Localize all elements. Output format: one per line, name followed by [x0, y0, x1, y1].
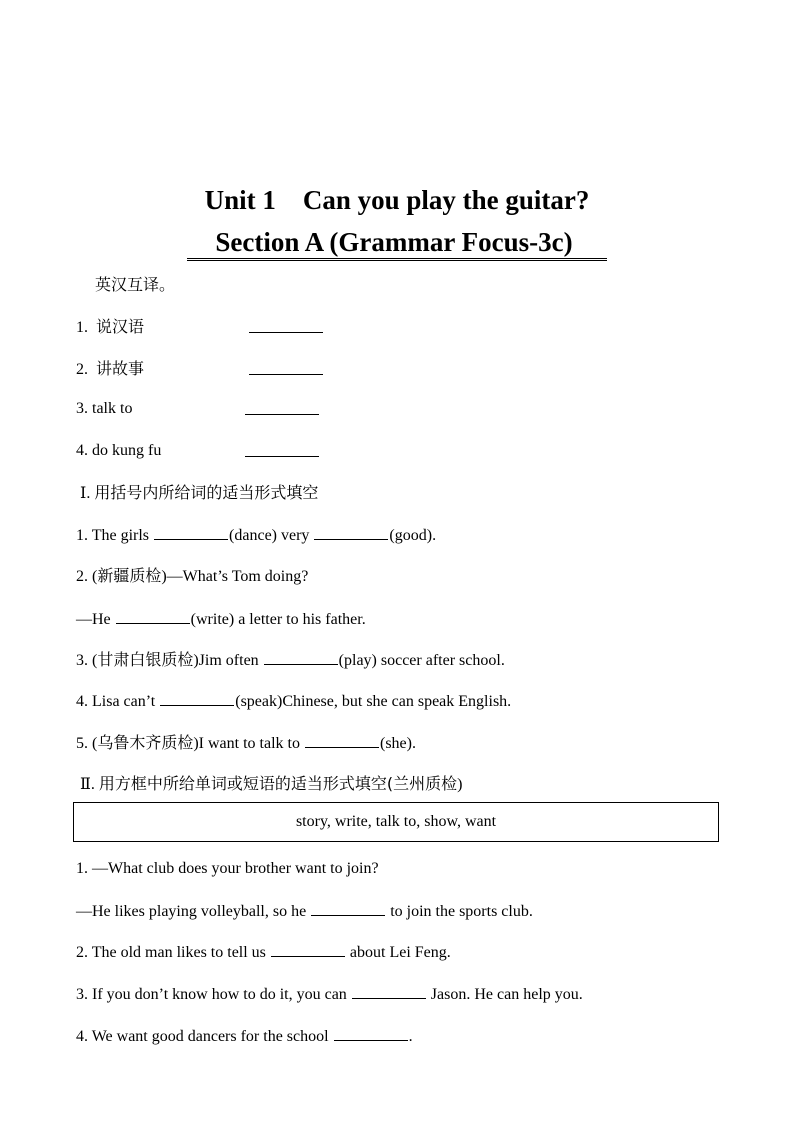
- answer-blank[interactable]: [314, 523, 388, 540]
- word-box: story, write, talk to, show, want: [73, 802, 719, 842]
- vocab-num: 3.: [76, 400, 88, 417]
- answer-blank[interactable]: [311, 899, 385, 916]
- vocab-blank-3[interactable]: [245, 398, 319, 415]
- part2-source: 兰州质检: [393, 774, 458, 793]
- vocab-text: talk to: [92, 400, 133, 417]
- vocab-text: do kung fu: [92, 442, 162, 459]
- q-text: 4. We want good dancers for the school: [76, 1028, 333, 1045]
- q-text: —He likes playing volleyball, so he: [76, 903, 311, 920]
- part1-question-2-answer: [76, 607, 366, 631]
- part2-question-1-answer: [76, 899, 533, 923]
- q-text: )Jim often: [193, 652, 263, 669]
- q-text: to join the sports club.: [386, 903, 533, 920]
- part1-question-1: [76, 523, 436, 547]
- q-text: Jason. He can help you.: [426, 986, 583, 1003]
- part2-question-1: 1. —What club does your brother want to join?: [76, 860, 379, 877]
- q-text: )I want to talk to: [193, 735, 304, 752]
- vocab-num: 4.: [76, 442, 88, 459]
- part2-question-3: [76, 982, 583, 1006]
- answer-blank[interactable]: [334, 1024, 408, 1041]
- q-text: 3. If you don’t know how to do it, you can: [76, 986, 351, 1003]
- vocab-item-2: [76, 358, 144, 381]
- q-text: (speak)Chinese, but she can speak English.: [235, 693, 512, 710]
- part1-question-2: [76, 565, 308, 588]
- answer-blank[interactable]: [271, 940, 345, 957]
- q-text: 1. The girls: [76, 527, 154, 544]
- part1-heading: [80, 482, 318, 505]
- vocab-num: 2.: [76, 361, 88, 378]
- vocab-blank-4[interactable]: [245, 440, 319, 457]
- vocab-item-3: [76, 398, 132, 420]
- part2-numeral: Ⅱ.: [80, 776, 95, 793]
- q-text: .: [408, 1028, 413, 1045]
- vocab-blank-2[interactable]: [249, 358, 323, 375]
- answer-blank[interactable]: [264, 648, 338, 665]
- answer-blank[interactable]: [160, 689, 234, 706]
- q-text: (write) a letter to his father.: [190, 611, 366, 628]
- vocab-heading: 英汉互译。: [95, 275, 176, 294]
- vocab-text: 讲故事: [96, 359, 145, 378]
- q-text: 3. (: [76, 652, 98, 669]
- section-title: Section A (Grammar Focus-3c): [187, 226, 606, 261]
- q-text: —He: [76, 611, 115, 628]
- part2-heading: [80, 773, 462, 796]
- part2-instruction: 用方框中所给单词或短语的适当形式填空(: [98, 774, 394, 793]
- answer-blank[interactable]: [116, 607, 190, 624]
- q-text: (good).: [389, 527, 437, 544]
- q-text: about Lei Feng.: [345, 944, 451, 961]
- q-text: )—What’s Tom doing?: [161, 568, 309, 585]
- vocab-text: 说汉语: [96, 317, 145, 336]
- part2-question-2: [76, 940, 451, 964]
- q-text: (play) soccer after school.: [338, 652, 505, 669]
- part1-question-5: [76, 731, 416, 755]
- answer-blank[interactable]: [305, 731, 379, 748]
- q-text: (she).: [379, 735, 416, 752]
- part2-question-4: [76, 1024, 413, 1048]
- answer-blank[interactable]: [154, 523, 228, 540]
- q-text: 2. The old man likes to tell us: [76, 944, 270, 961]
- q-text: 5. (: [76, 735, 98, 752]
- q-source: 乌鲁木齐质检: [97, 733, 194, 752]
- answer-blank[interactable]: [352, 982, 426, 999]
- q-text: 4. Lisa can’t: [76, 693, 160, 710]
- vocab-blank-1[interactable]: [249, 316, 323, 333]
- part1-question-3: [76, 648, 505, 672]
- q-source: 甘肃白银质检: [97, 650, 194, 669]
- vocab-item-1: [76, 316, 144, 339]
- part2-heading-end: ): [457, 776, 463, 793]
- part1-instruction: 用括号内所给词的适当形式填空: [94, 483, 319, 502]
- part1-numeral: Ⅰ.: [80, 485, 91, 502]
- part1-question-4: [76, 689, 511, 713]
- vocab-num: 1.: [76, 319, 88, 336]
- vocab-item-4: [76, 440, 161, 462]
- q-text: 2. (: [76, 568, 98, 585]
- unit-title: Unit 1 Can you play the guitar?: [204, 185, 590, 215]
- q-source: 新疆质检: [97, 566, 162, 585]
- q-text: (dance) very: [229, 527, 314, 544]
- section-title-wrapper: [0, 224, 794, 261]
